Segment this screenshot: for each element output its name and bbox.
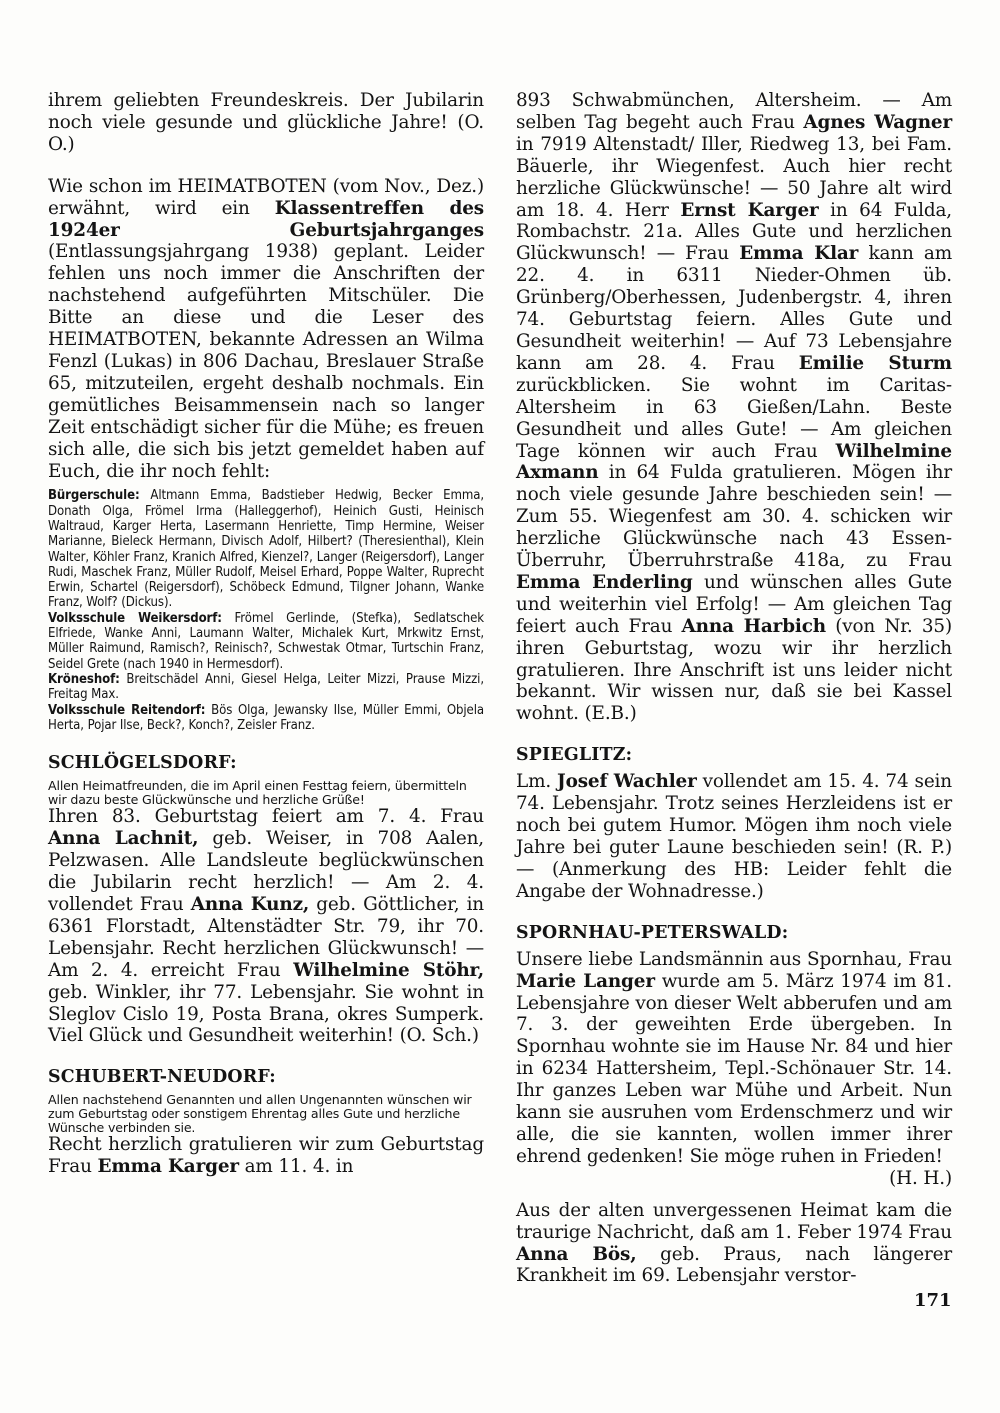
section-heading-spornhau-peterswald: SPORNHAU-PETERSWALD:	[516, 922, 789, 943]
bold-name: Emma Klar	[739, 243, 859, 265]
text-run: Lm.	[516, 771, 558, 793]
bold-name: Emma Karger	[97, 1156, 239, 1177]
bold-name: Anna Harbich	[681, 615, 827, 637]
text-run: geb. Winkler, ihr 77. Lebensjahr. Sie wohnt in Sleglov Cislo 19, Posta Brana, okres Sumperk. Viel Glück und Gesundheit weiterhin! (O. Sch.)	[48, 981, 484, 1047]
paragraph-schubert-neudorf	[48, 1134, 484, 1178]
bold-name: Anna Lachnit,	[48, 828, 199, 850]
school-label: Bürgerschule:	[48, 488, 140, 504]
bold-run: Klassentreffen des 1924er Geburtsjahrganges	[48, 197, 484, 241]
text-run: Recht herzlich gratulieren wir zum Geburtstag Frau	[48, 1134, 484, 1177]
paragraph-spornhau-obituary	[516, 949, 952, 1168]
text-run: (von Nr. 35) ihren Geburtstag, wozu wir ihr herzlich gratulieren. Ihre Anschrift ist uns leider nicht bekannt. Wir wissen nur, daß sie bei Kassel wohnt. (E.B.)	[516, 615, 952, 725]
text-run: wurde am 5. März 1974 im 81. Lebensjahre von dieser Welt abberufen und am 7. 3. der geweihten Erde übergeben. In Spornhau wohnte sie im Hause Nr. 84 und hier in 6234 Hattersheim, Tepl.-Schönauer Str. 14. Ihr ganzes Leben war Mühe und Arbeit. Nun kann sie ausruhen vom Erdenschmerz und wir alle, die sie kannten, wollen immer ihrer ehrend gedenken! Sie möge ruhen in Frieden!	[516, 970, 952, 1167]
school-names: Bös Olga, Jewansky Ilse, Müller Emmi, Objela Herta, Pojar Ilse, Beck?, Konch?, Zeisler Franz.	[48, 702, 484, 733]
text-run: geb. Göttlicher, in 6361 Florstadt, Altenstädter Str. 79, ihr 70. Lebensjahr. Recht herzlichen Glückwunsch! — Am 2. 4. erreicht Frau	[48, 893, 484, 981]
section-intro-schubert-neudorf: Allen nachstehend Genannten und allen Ungenannten wünschen wir zum Geburtstag oder sonstigem Ehrentag alles Gute und herzliche Wünsche verbinden sie.	[48, 1092, 472, 1135]
text-run: und wünschen alles Gute und weiterhin viel Erfolg! — Am gleichen Tag feiert auch Frau	[516, 571, 953, 637]
bold-name: Marie Langer	[516, 970, 655, 992]
left-column	[48, 90, 484, 1178]
paragraph-klassentreffen	[48, 176, 484, 483]
school-list-buergerschule	[48, 488, 484, 610]
text-run: am 11. 4. in	[238, 1156, 354, 1177]
text-run: kann am 22. 4. in 6311 Nieder-Ohmen üb. Grünberg/Oberhessen, Judenbergstr. 4, ihren 74. Geburtstag feiern. Alles Gute und Gesundheit weiterhin! — Auf 73 Lebensjahre kann am 28. 4. Frau	[516, 243, 952, 374]
school-label: Kröneshof:	[48, 671, 120, 687]
school-list-reitendorf	[48, 703, 484, 734]
text-run: 893 Schwabmünchen, Altersheim. — Am selben Tag begeht auch Frau	[516, 90, 952, 133]
school-list-kroeneshof	[48, 672, 484, 703]
text-run: Wie schon im HEIMATBOTEN (vom Nov., Dez.) erwähnt, wird ein	[48, 175, 484, 219]
text-run: in 64 Fulda gratulieren. Mögen ihr noch viele gesunde Jahre beschieden sein! — Zum 55. Wiegenfest am 30. 4. schicken wir herzliche Glückwünsche nach 43 Essen-Überruhr, Überruhrstraße 418a, zu Frau	[516, 462, 952, 572]
signature: (H. H.)	[889, 1167, 952, 1189]
text-run: Aus der alten unvergessenen Heimat kam die traurige Nachricht, daß am 1. Feber 1974 Frau	[516, 1199, 952, 1243]
bold-name: Emma Enderling	[516, 571, 693, 593]
right-column	[516, 90, 952, 1287]
school-names: Frömel Gerlinde, (Stefka), Sedlatschek Elfriede, Wanke Anni, Laumann Walter, Michalek Kurt, Mrkwitz Ernst, Müller Raimund, Ramisch?, Reinisch?, Schwestak Otmar, Turtschin Franz, Seidel Grete (nach 1940 in Hermesdorf).	[48, 610, 484, 672]
school-label: Volksschule Reitendorf:	[48, 702, 206, 718]
bold-name: Anna Bös,	[516, 1243, 637, 1265]
section-heading-schloegelsdorf: SCHLÖGELSDORF:	[48, 753, 237, 774]
school-list-weikersdorf	[48, 611, 484, 672]
bold-name: Wilhelmine Stöhr,	[293, 959, 484, 981]
paragraph-spornhau-news	[516, 1200, 952, 1288]
section-heading-spieglitz: SPIEGLITZ:	[516, 745, 633, 766]
school-label: Volksschule Weikersdorf:	[48, 610, 222, 626]
text-run: Unsere liebe Landsmännin aus Spornhau, Frau	[516, 948, 952, 970]
text-run: Ihren 83. Geburtstag feiert am 7. 4. Frau	[48, 806, 484, 828]
text-run: (Entlassungsjahrgang 1938) geplant. Leider fehlen uns noch immer die Anschriften der nachstehend aufgeführten Mitschüler. Die Bitte an diese und die Leser des HEIMATBOTEN, bekannte Adressen an Wilma Fenzl (Lukas) in 806 Dachau, Breslauer Straße 65, mitzuteilen, ergeht deshalb nochmals. Ein gemütliches Beisammensein nach so langer Zeit entschädigt sicher für die Mühe; es freuen sich alle, die sich bis jetzt gemeldet haben auf Euch, die ihr noch fehlt:	[48, 241, 484, 482]
paragraph-spieglitz	[516, 771, 952, 902]
text-run: in 7919 Altenstadt/ Iller, Riedweg 13, bei Fam. Bäuerle, ihr Wiegenfest. Auch hier recht herzliche Glückwünsche! — 50 Jahre alt wird am 18. 4. Herr	[516, 133, 952, 221]
bold-name: Anna Kunz,	[190, 893, 310, 915]
school-names: Altmann Emma, Badstieber Hedwig, Becker Emma, Donath Olga, Frömel Irma (Halleggerhof), Heinich Gusti, Heinisch Waltraud, Karger Herta, Lasermann Henriette, Timp Hermine, Weiser Marianne, Bieleck Hermann, Divisch Adolf, Hilbert? (Theresienthal), Klein Walter, Köhler Franz, Kranich Alfred, Kienzel?, Langer (Reigersdorf), Langer Rudi, Maschek Franz, Müller Rudolf, Meisel Erhard, Poppe Walter, Ruprecht Erwin, Schartel (Reigersdorf), Schöbeck Edmund, Tilgner Johann, Wanke Franz, Wolf? (Dickus).	[48, 488, 484, 611]
page-number: 171	[914, 1290, 952, 1311]
paragraph-jubilarin: ihrem geliebten Freundeskreis. Der Jubilarin noch viele gesunde und glückliche Jahre! (O. O.)	[48, 90, 484, 155]
text-run: in 64 Fulda, Rombachstr. 21a. Alles Gute und herzlichen Glückwunsch! — Frau	[516, 199, 952, 265]
text-run: vollendet am 15. 4. 74 sein 74. Lebensjahr. Trotz seines Herzleidens ist er noch bei gutem Humor. Mögen ihm noch viele Jahre bei guter Laune beschieden sein! (R. P.) — (Anmerkung des HB: Leider fehlt die Angabe der Wohnadresse.)	[516, 771, 952, 902]
bold-name: Wilhelmine Axmann	[516, 440, 952, 484]
paragraph-schloegelsdorf	[48, 806, 484, 1047]
bold-name: Emilie Sturm	[798, 352, 952, 374]
section-intro-schloegelsdorf: Allen Heimatfreunden, die im April einen Festtag feiern, übermitteln wir dazu beste Glückwünsche und herzliche Grüße!	[48, 778, 467, 807]
paragraph-birthdays-continued	[516, 90, 952, 725]
bold-name: Ernst Karger	[680, 199, 819, 221]
bold-name: Josef Wachler	[557, 771, 697, 793]
text-run: zurückblicken. Sie wohnt im Caritas-Altersheim in 63 Gießen/Lahn. Beste Gesundheit und alles Gute! — Am gleichen Tage können wir auch Frau	[516, 374, 952, 462]
text-run: geb. Weiser, in 708 Aalen, Pelzwasen. Alle Landsleute beglückwünschen die Jubilarin recht herzlich! — Am 2. 4. vollendet Frau	[48, 828, 484, 915]
bold-name: Agnes Wagner	[803, 111, 952, 133]
school-names: Breitschädel Anni, Giesel Helga, Leiter Mizzi, Prause Mizzi, Freitag Max.	[48, 671, 484, 703]
section-heading-schubert-neudorf: SCHUBERT-NEUDORF:	[48, 1067, 276, 1088]
text-run: geb. Praus, nach längerer Krankheit im 69. Lebensjahr verstor-	[516, 1243, 953, 1287]
